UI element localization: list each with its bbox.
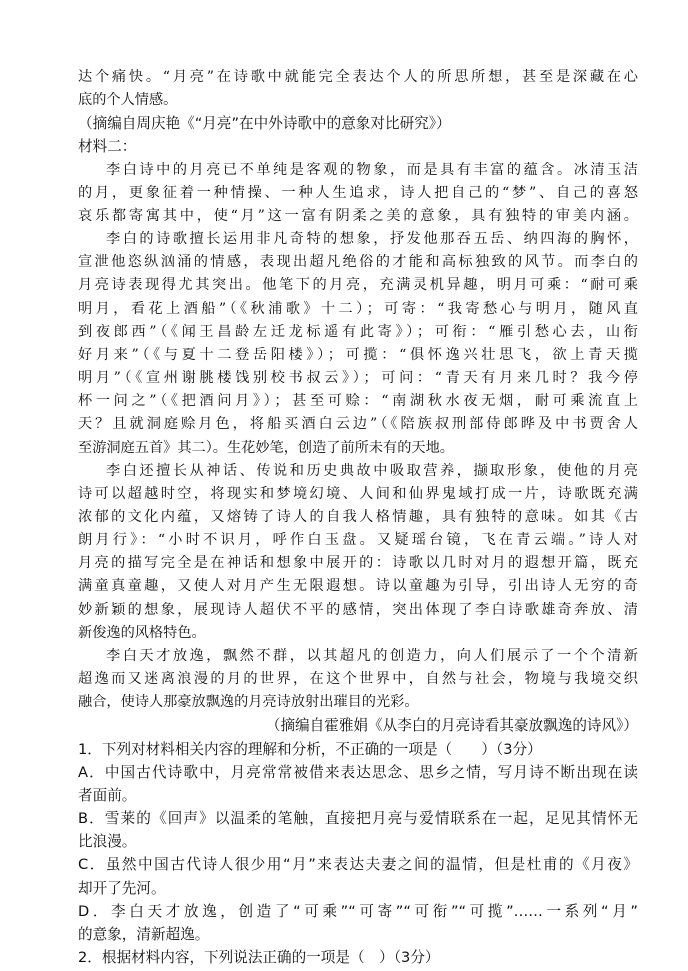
option-d-continued: 的意象，清新超逸。: [78, 925, 210, 943]
option-d: D．李白天才放逸，创造了“可乘”“可寄”“可衔”“可揽”……一系列“月”: [78, 902, 638, 920]
text-line: 底的个人情感。: [78, 92, 178, 109]
source-citation: （摘编自周庆艳《“月亮”在中外诗歌中的意象对比研究》）: [78, 115, 451, 133]
text-line: 朗月行》：“小时不识月，呼作白玉盘。又疑瑶台镜，飞在青云端。”诗人对: [78, 532, 638, 549]
text-line: 明月”（《宣州谢朓楼饯别校书叔云》）；可问：“青天有月来几时？我今停: [78, 370, 638, 387]
text-line: 李白的诗歌擅长运用非凡奇特的想象，抒发他那吞五岳、纳四海的胸怀，: [106, 231, 638, 248]
text-line: 诗可以超越时空，将现实和梦境幻境、人间和仙界鬼域打成一片，诗歌既充满: [78, 485, 638, 502]
text-line: 天？且就洞庭赊月色，将船买酒白云边”（《陪族叔刑部侍郎晔及中书贾舍人: [78, 416, 638, 433]
option-a: A．中国古代诗歌中，月亮常常被借来表达思念、思乡之情，写月诗不断出现在读: [78, 763, 638, 781]
source-citation: （摘编自霍雅娟《从李白的月亮诗看其豪放飘逸的诗风》）: [265, 717, 638, 735]
text-line: 满童真童趣，又使人对月产生无限遐想。诗以童趣为引导，引出诗人无穷的奇: [78, 578, 638, 595]
option-c: C．虽然中国古代诗人很少用“月”来表达夫妻之间的温情，但是杜甫的《月夜》: [78, 856, 638, 874]
question-2: 2．根据材料内容，下列说法正确的一项是（ ）（3分）: [78, 949, 440, 966]
text-line: 超逸而又迷离浪漫的月的世界，在这个世界中，自然与社会，物境与我境交织: [78, 671, 638, 688]
text-line: 到夜郎西”（《闻王昌龄左迁龙标遥有此寄》）；可衔：“雁引愁心去，山衔: [78, 323, 638, 340]
text-line: 融合，使诗人那豪放飘逸的月亮诗放射出璀目的光彩。: [78, 694, 419, 711]
option-c-continued: 却开了先河。: [78, 879, 166, 897]
text-line: 妙新颖的想象，展现诗人超伏不平的感情，突出体现了李白诗歌雄奇奔放、清: [78, 601, 638, 618]
text-line: 新俊逸的风格特色。: [78, 624, 206, 641]
text-line: 月亮的描写完全是在神话和想象中展开的：诗歌以几时对月的遐想开篇，既充: [78, 555, 638, 572]
text-line: 杯一问之”（《把酒问月》）；甚至可赊：“南湖秋水夜无烟，耐可乘流直上: [78, 393, 638, 410]
text-line: 至游洞庭五首》其二）。生花妙笔，创造了前所未有的天地。: [78, 439, 454, 456]
option-a-continued: 者面前。: [78, 786, 137, 804]
text-line: 李白天才放逸，飘然不群，以其超凡的创造力，向人们展示了一个个清新: [106, 647, 638, 664]
option-b: B．雪莱的《回声》以温柔的笔触，直接把月亮与爱情联系在一起，足见其情怀无: [78, 810, 638, 828]
text-line: 的月，更象征着一种情操、一种人生追求，诗人把自己的“梦”、自己的喜怒: [78, 184, 638, 201]
text-line: 月亮诗表现得尤其突出。他笔下的月亮，充满灵机异趣，明月可乘：“耐可乘: [78, 277, 638, 294]
text-line: 李白还擅长从神话、传说和历史典故中吸取营养，撷取形象，使他的月亮: [106, 462, 638, 479]
text-line: 哀乐都寄寓其中，使“月”这一富有阴柔之美的意象，具有独特的审美内涵。: [78, 207, 638, 224]
text-line: 好月来”（《与夏十二登岳阳楼》）；可揽：“俱怀逸兴壮思飞，欲上青天揽: [78, 346, 638, 363]
text-line: 达个痛快。“月亮”在诗歌中就能完全表达个人的所思所想，甚至是深藏在心: [78, 69, 638, 85]
text-line: 浓郁的文化内蕴，又熔铸了诗人的自我人格情趣，具有独特的意味。如其《古: [78, 509, 638, 525]
text-line: 李白诗中的月亮已不单纯是客观的物象，而是具有丰富的蕴含。冰清玉洁: [106, 161, 638, 178]
section-heading: 材料二：: [78, 138, 137, 156]
text-line: 明月，看花上酒船”（《秋浦歌》十二）；可寄：“我寄愁心与明月，随风直: [78, 300, 638, 317]
text-line: 宣泄他恣纵汹涌的情感，表现出超凡绝俗的才能和高标独致的风节。而李白的: [78, 254, 638, 271]
option-b-continued: 比浪漫。: [78, 833, 137, 851]
question-1: 1．下列对材料相关内容的理解和分析，不正确的一项是（ ）（3分）: [78, 740, 542, 758]
